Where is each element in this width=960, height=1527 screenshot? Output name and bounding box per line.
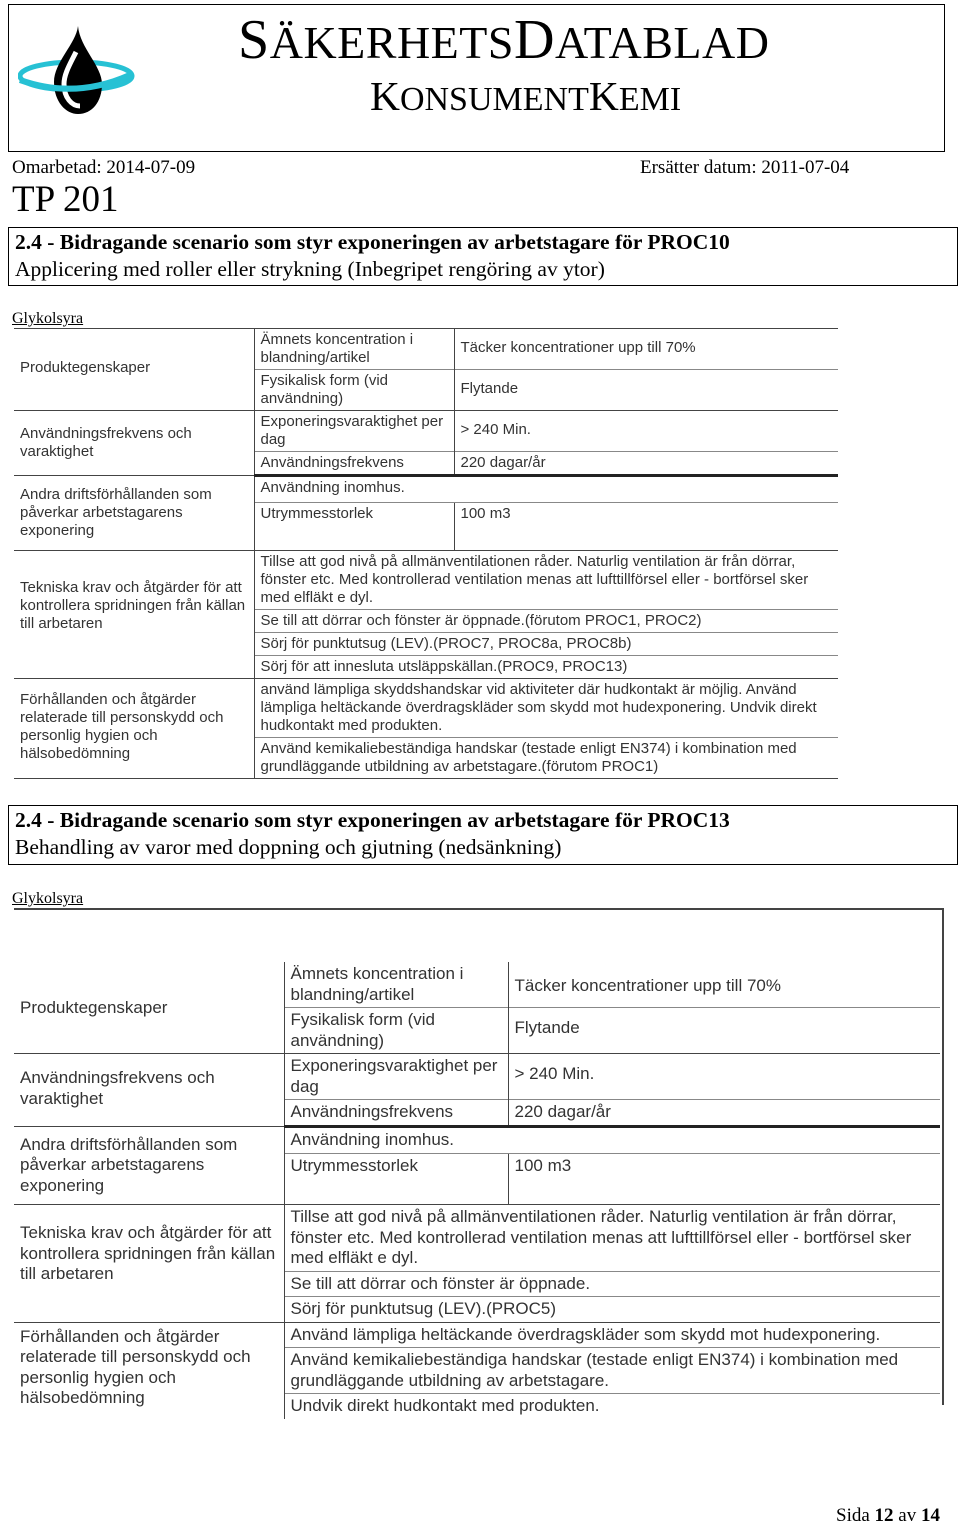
tekniska-1: Tillse att god nivå på allmänventilationen råder. Naturlig ventilation är från dörrar, fönster etc. Med kontrollerad ventilation menas att lufttillförsel eller - bortförsel sker med elfläkt e dyl. xyxy=(254,551,838,610)
label-anvandningsfrekvens: Användningsfrekvens xyxy=(284,1100,508,1127)
value-fysikalisk-form: Flytande xyxy=(508,1008,940,1054)
substance-label: Glykolsyra xyxy=(12,310,84,327)
value-exponeringsvaraktighet: > 240 Min. xyxy=(508,1054,940,1100)
page-total: 14 xyxy=(920,1505,940,1526)
value-inomhus: Användning inomhus. xyxy=(254,476,838,503)
substance-label: Glykolsyra xyxy=(12,890,84,907)
page-current: 12 xyxy=(874,1505,894,1526)
page-number xyxy=(836,1505,940,1527)
heading-frekvens: Användningsfrekvens och varaktighet xyxy=(14,1054,284,1127)
label-utrymmesstorlek: Utrymmesstorlek xyxy=(254,502,454,550)
personskydd-3: Undvik direkt hudkontakt med produkten. xyxy=(284,1394,940,1419)
exposure-table-proc10 xyxy=(14,328,838,779)
product-name: TP 201 xyxy=(12,179,119,220)
label-exponeringsvaraktighet: Exponeringsvaraktighet per dag xyxy=(254,411,454,452)
heading-personskydd: Förhållanden och åtgärder relaterade till personskydd och personlig hygien och hälsobedömning xyxy=(14,1322,284,1419)
document-title: SÄKERHETSDATABLAD xyxy=(238,9,770,71)
personskydd-1: använd lämpliga skyddshandskar vid aktiviteter där hudkontakt är möjlig. Använd lämpliga heltäckande överdragskläder som skydd mot hudexponering. Undvik direkt hudkontakt med produkten. xyxy=(254,679,838,738)
section-title: 2.4 - Bidragande scenario som styr exponeringen av arbetstagare för PROC13 xyxy=(15,808,730,832)
tekniska-3: Sörj för punktutsug (LEV).(PROC5) xyxy=(284,1297,940,1323)
tekniska-3: Sörj för punktutsug (LEV).(PROC7, PROC8a, PROC8b) xyxy=(254,633,838,656)
label-utrymmesstorlek: Utrymmesstorlek xyxy=(284,1153,508,1204)
heading-frekvens: Användningsfrekvens och varaktighet xyxy=(14,411,254,476)
heading-personskydd: Förhållanden och åtgärder relaterade till personskydd och personlig hygien och hälsobedömning xyxy=(14,679,254,779)
revised-date: Omarbetad: 2014-07-09 xyxy=(12,157,196,178)
value-fysikalisk-form: Flytande xyxy=(454,370,838,411)
value-exponeringsvaraktighet: > 240 Min. xyxy=(454,411,838,452)
value-anvandningsfrekvens: 220 dagar/år xyxy=(454,452,838,476)
label-exponeringsvaraktighet: Exponeringsvaraktighet per dag xyxy=(284,1054,508,1100)
label-koncentration: Ämnets koncentration i blandning/artikel xyxy=(254,329,454,370)
value-inomhus: Användning inomhus. xyxy=(284,1126,940,1153)
page-of: av xyxy=(898,1505,917,1526)
heading-driftsforhallanden: Andra driftsförhållanden som påverkar arbetstagarens exponering xyxy=(14,1126,284,1205)
heading-tekniska-krav: Tekniska krav och åtgärder för att kontrollera spridningen från källan till arbetaren xyxy=(14,1205,284,1323)
label-fysikalisk-form: Fysikalisk form (vid användning) xyxy=(284,1008,508,1054)
heading-tekniska-krav: Tekniska krav och åtgärder för att kontrollera spridningen från källan till arbetaren xyxy=(14,551,254,679)
tekniska-2: Se till att dörrar och fönster är öppnade.(förutom PROC1, PROC2) xyxy=(254,610,838,633)
tekniska-2: Se till att dörrar och fönster är öppnade. xyxy=(284,1271,940,1297)
droplet-logo-icon xyxy=(18,22,138,122)
personskydd-2: Använd kemikaliebeständiga handskar (testade enligt EN374) i kombination med grundläggande utbildning av arbetstagare. xyxy=(284,1348,940,1394)
value-utrymmesstorlek: 100 m3 xyxy=(508,1153,940,1204)
section-subtitle: Applicering med roller eller strykning (Inbegripet rengöring av ytor) xyxy=(15,257,605,281)
value-koncentration: Täcker koncentrationer upp till 70% xyxy=(454,329,838,370)
value-koncentration: Täcker koncentrationer upp till 70% xyxy=(508,962,940,1008)
label-anvandningsfrekvens: Användningsfrekvens xyxy=(254,452,454,476)
value-anvandningsfrekvens: 220 dagar/år xyxy=(508,1100,940,1127)
personskydd-1: Använd lämpliga heltäckande överdragskläder som skydd mot hudexponering. xyxy=(284,1322,940,1348)
replaces-date: Ersätter datum: 2011-07-04 xyxy=(640,157,850,178)
personskydd-2: Använd kemikaliebeständiga handskar (testade enligt EN374) i kombination med grundläggande utbildning av arbetstagare.(förutom PROC1) xyxy=(254,738,838,779)
label-fysikalisk-form: Fysikalisk form (vid användning) xyxy=(254,370,454,411)
value-utrymmesstorlek: 100 m3 xyxy=(454,502,838,550)
document-subtitle: KONSUMENTKEMI xyxy=(370,73,682,119)
section-heading-proc13 xyxy=(8,805,958,865)
tekniska-1: Tillse att god nivå på allmänventilationen råder. Naturlig ventilation är från dörrar, fönster etc. Med kontrollerad ventilation menas att lufttillförsel eller - bortförsel sker med elfläkt e dyl. xyxy=(284,1205,940,1272)
label-koncentration: Ämnets koncentration i blandning/artikel xyxy=(284,962,508,1008)
section-title: 2.4 - Bidragande scenario som styr exponeringen av arbetstagare för PROC10 xyxy=(15,230,730,254)
section-subtitle: Behandling av varor med doppning och gjutning (nedsänkning) xyxy=(15,835,562,859)
section-heading-proc10 xyxy=(8,227,958,286)
exposure-table-proc13 xyxy=(14,962,940,1419)
page-label: Sida xyxy=(836,1505,870,1526)
tekniska-4: Sörj för att innesluta utsläppskällan.(PROC9, PROC13) xyxy=(254,656,838,679)
heading-driftsforhallanden: Andra driftsförhållanden som påverkar arbetstagarens exponering xyxy=(14,476,254,551)
heading-produktegenskaper: Produktegenskaper xyxy=(20,359,151,376)
company-logo xyxy=(18,22,138,122)
heading-produktegenskaper: Produktegenskaper xyxy=(20,998,168,1017)
